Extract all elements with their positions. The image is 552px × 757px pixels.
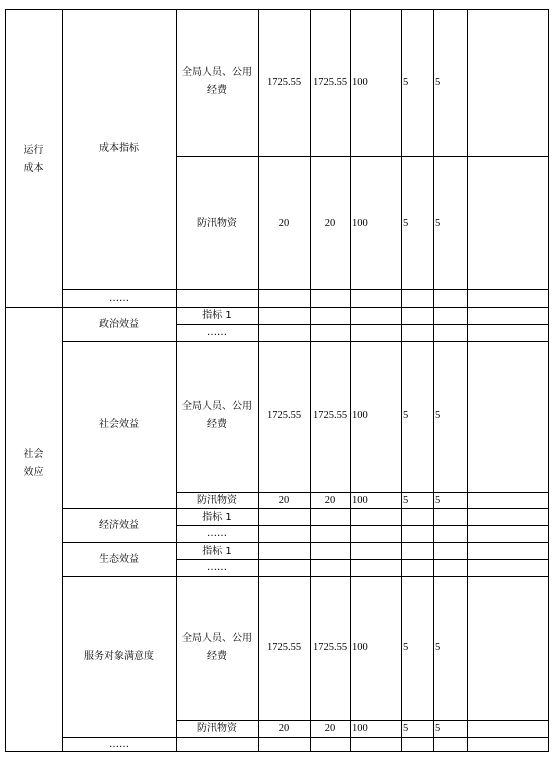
indicator-political: 政治效益	[99, 319, 139, 330]
grid-line	[350, 9, 351, 752]
grid-line	[62, 542, 549, 543]
weight-value: 5	[403, 77, 409, 88]
grid-line	[5, 307, 549, 308]
staff-actual-value: 1725.55	[312, 77, 348, 88]
item-ellipsis: ……	[207, 562, 227, 573]
indicator-economic: 经济效益	[99, 520, 139, 531]
ellipsis-cost: ……	[109, 293, 129, 304]
flood-plan-value: 20	[278, 723, 290, 734]
score-value: 5	[435, 77, 441, 88]
score-value: 5	[435, 642, 441, 653]
item-staff-funds: 全局人员、公用 经费	[182, 67, 252, 96]
grid-line	[433, 9, 434, 752]
weight-value: 5	[403, 495, 409, 506]
flood-plan-value: 20	[278, 495, 290, 506]
weight-value: 5	[403, 410, 409, 421]
weight-value: 5	[403, 723, 409, 734]
score-value: 5	[435, 410, 441, 421]
item-ellipsis: ……	[207, 528, 227, 539]
indicator-ecological: 生态效益	[99, 554, 139, 565]
indicator-cost: 成本指标	[99, 143, 139, 154]
item-flood-supplies: 防汛物资	[197, 495, 237, 506]
score-value: 5	[435, 218, 441, 229]
flood-actual-value: 20	[324, 723, 336, 734]
rate-value: 100	[352, 218, 368, 229]
indicator-satisfaction: 服务对象满意度	[84, 651, 154, 662]
item-staff-funds: 全局人员、公用 经费	[182, 633, 252, 662]
staff-plan-value: 1725.55	[266, 77, 302, 88]
grid-line	[5, 9, 549, 10]
performance-table	[5, 9, 549, 752]
item-flood-supplies: 防汛物资	[197, 723, 237, 734]
item-ellipsis: ……	[207, 327, 227, 338]
section-operating-cost: 运行 成本	[23, 145, 44, 174]
item-indicator-1: 指标 1	[202, 546, 232, 557]
item-indicator-1: 指标 1	[202, 310, 232, 321]
grid-line	[176, 156, 549, 157]
rate-value: 100	[352, 723, 368, 734]
grid-line	[5, 9, 6, 752]
rate-value: 100	[352, 77, 368, 88]
grid-line	[548, 9, 549, 752]
flood-actual-value: 20	[324, 495, 336, 506]
item-flood-supplies: 防汛物资	[197, 218, 237, 229]
staff-actual-value: 1725.55	[312, 410, 348, 421]
section-social-effect: 社会 效应	[23, 449, 44, 478]
weight-value: 5	[403, 642, 409, 653]
grid-line	[401, 9, 402, 752]
indicator-social: 社会效益	[99, 419, 139, 430]
grid-line	[467, 9, 468, 752]
flood-actual-value: 20	[324, 218, 336, 229]
rate-value: 100	[352, 495, 368, 506]
item-staff-funds: 全局人员、公用 经费	[182, 401, 252, 430]
ellipsis-satisfaction: ……	[109, 739, 129, 750]
weight-value: 5	[403, 218, 409, 229]
grid-line	[62, 576, 549, 577]
flood-plan-value: 20	[278, 218, 290, 229]
staff-plan-value: 1725.55	[266, 410, 302, 421]
staff-plan-value: 1725.55	[266, 642, 302, 653]
rate-value: 100	[352, 642, 368, 653]
grid-line	[62, 341, 549, 342]
rate-value: 100	[352, 410, 368, 421]
item-indicator-1: 指标 1	[202, 512, 232, 523]
staff-actual-value: 1725.55	[312, 642, 348, 653]
grid-line	[62, 9, 63, 752]
score-value: 5	[435, 495, 441, 506]
score-value: 5	[435, 723, 441, 734]
